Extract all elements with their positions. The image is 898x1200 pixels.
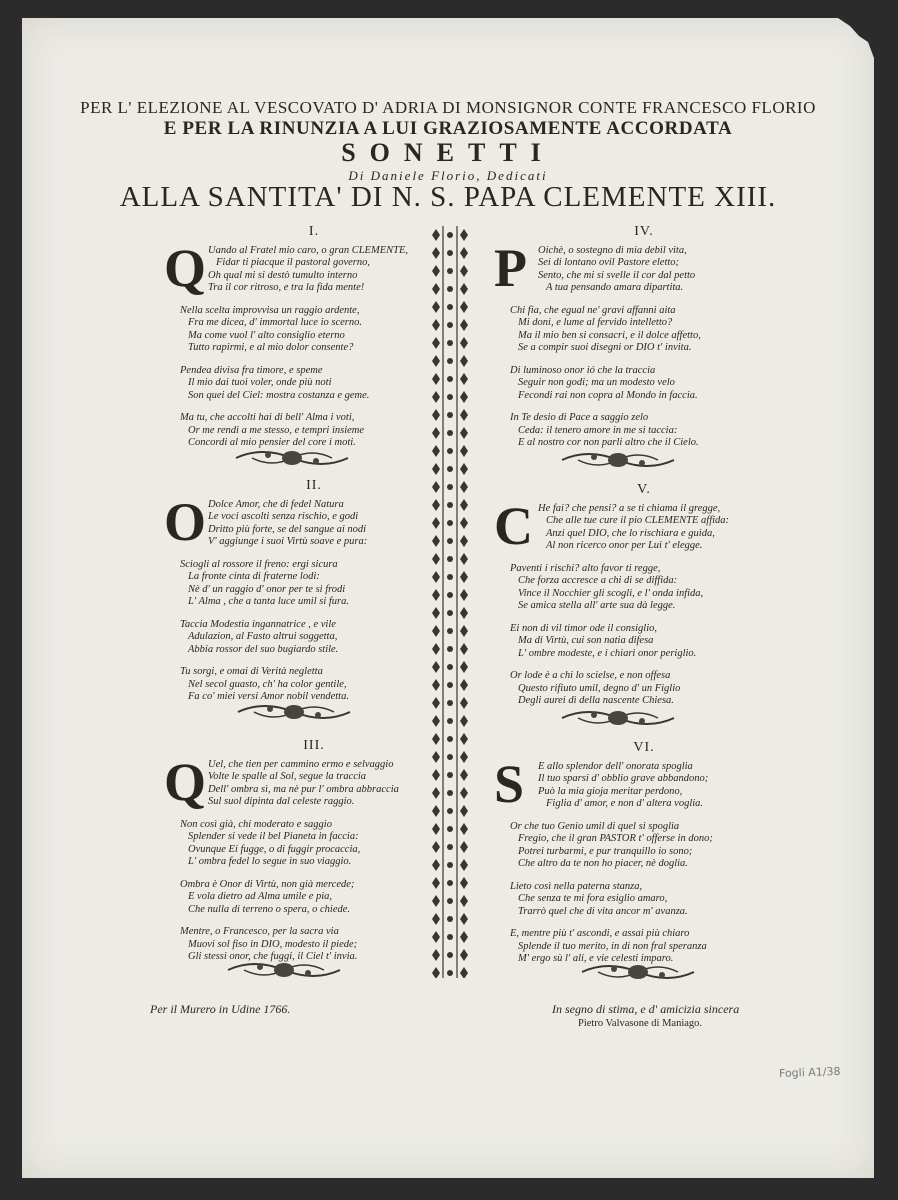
verse-line: Che nulla di terreno o spera, o chiede.	[188, 903, 351, 915]
verse-line: Gli stessi onor, che fuggi, il Ciel t' invia.	[188, 951, 358, 962]
broadside-sheet	[22, 18, 874, 1178]
verse-line: Sento, che mi si svelle il cor dal petto	[538, 269, 696, 281]
verse-line: L' Alma , che a tanta luce umil si fura.	[188, 596, 350, 607]
verse-line: Che alle tue cure il pio CLEMENTE affida:	[546, 515, 730, 526]
verse-line: Seguir non godi; ma un modesto velo	[518, 377, 675, 388]
verse-line: Or lode è a chi lo scielse, e non offesa	[510, 670, 671, 681]
vignette-ornament	[558, 446, 678, 474]
header-dedicatee: ALLA SANTITA' DI N. S. PAPA CLEMENTE XIII.	[119, 181, 777, 213]
stanza	[164, 559, 464, 609]
vignette-ornament	[232, 444, 352, 472]
drop-cap: P	[494, 237, 527, 298]
verse-line: Sei di lontano ovil Pastore eletto;	[538, 257, 680, 268]
verse-line: Nè d' un raggio d' onor per te si frodi	[188, 583, 346, 595]
stanza	[164, 305, 464, 355]
verse-line: Paventi i rischi? alto favor ti regge,	[510, 562, 661, 574]
verse-line: Or me rendi a me stesso, e tempri insieme	[188, 424, 365, 436]
sonnet-2	[164, 480, 464, 704]
sonnet-numeral: III.	[303, 738, 325, 753]
verse-line: Vince il Nocchier gli scogli, e l' onda infida,	[518, 587, 704, 599]
verse-line: Tutto rapirmi, e al mio dolor consente?	[188, 342, 354, 353]
verse-line: A tua pensando amara dipartita.	[546, 282, 684, 293]
verse-line: Che forza accresce a chi di se diffida:	[518, 575, 678, 586]
verse-line: Fecondi rai non copra al Mondo in faccia.	[518, 389, 698, 401]
verse-line: Sul suol dipinta dal celeste raggio.	[208, 796, 355, 807]
vignette-ornament	[224, 956, 344, 984]
drop-cap: C	[494, 495, 533, 556]
verse-line: Splender si vede il bel Pianeta in faccia:	[188, 831, 359, 842]
sonnet-3	[164, 740, 464, 964]
verse-line: Adulazion, al Fasto altrui soggetta,	[188, 631, 338, 642]
sonnet-numeral: V.	[637, 482, 651, 497]
verse-line: Ceda: il tenero amore in me si taccia:	[518, 424, 678, 436]
verse-line: Sciogli al rossore il freno: ergi sicura	[180, 558, 338, 570]
sonnet-numeral: VI.	[633, 740, 655, 755]
stanza	[494, 412, 794, 450]
verse-line: Muovi sol fiso in DIO, modesto il piede;	[188, 938, 358, 950]
signature-name: Pietro Valvasone di Maniago.	[578, 1018, 703, 1029]
verse-line: L' ombre modeste, e i chiari onor periglio.	[518, 647, 697, 659]
verse-line: Abbia rossor del suo bugiardo stile.	[188, 643, 339, 655]
vignette-ornament	[578, 958, 698, 986]
verse-line: Fa co' miei versi Amor nobil vendetta.	[188, 691, 349, 702]
verse-line: In Te desio di Pace a saggio zelo	[510, 412, 649, 423]
verse-line: Oh qual mi si destò tumulto interno	[208, 269, 358, 281]
verse-line: V' aggiunge i suoi Virtù soave e pura:	[208, 536, 368, 547]
verse-line: Uel, che tien per cammino ermo e selvaggio	[208, 758, 394, 770]
verse-line: Dolce Amor, che di fedel Natura	[208, 498, 344, 510]
drop-cap: S	[494, 753, 525, 814]
drop-cap: Q	[164, 237, 207, 298]
verse-line: E al nostro cor non parli altro che il Cielo.	[518, 437, 699, 448]
verse-line: Dell' ombra sì, ma nè pur l' ombra abbraccia	[208, 783, 399, 795]
verse-line: Ombra è Onor di Virtù, non già mercede;	[180, 878, 355, 890]
verse-line: He fai? che pensi? a se ti chiama il gregge,	[538, 502, 721, 514]
verse-line: Ei non di vil timor ode il consiglio,	[510, 622, 657, 634]
verse-line: Nella scelta improvvisa un raggio ardente,	[180, 304, 360, 316]
vignette-ornament	[558, 704, 678, 732]
verse-line: Non così già, chi moderato e saggio	[180, 818, 332, 830]
stanza	[164, 819, 464, 869]
stanza	[494, 881, 794, 919]
verse-line: Uando al Fratel mio caro, o gran CLEMENTE,	[208, 244, 408, 256]
stanza	[164, 365, 464, 403]
verse-line: Che senza te mi fora esiglio amaro,	[518, 893, 668, 904]
printer-imprint: Per il Murero in Udine 1766.	[150, 1002, 291, 1016]
verse-line: Al non ricerco onor per Lui t' elegge.	[546, 540, 703, 551]
verse-line: Il tuo sparsi d' obblio grave abbandono;	[538, 773, 709, 784]
verse-line: Tu sorgi, e omai di Verità negletta	[180, 666, 323, 677]
stanza	[494, 365, 794, 403]
verse-line: Ma tu, che accolti hai di bell' Alma i voti,	[180, 412, 355, 423]
stanza	[494, 305, 794, 355]
verse-line: Volte le spalle al Sol, segue la traccia	[208, 771, 367, 782]
verse-line: E allo splendor dell' onorata spoglia	[538, 760, 693, 772]
verse-line: Dritto più forte, se del sangue ai nodi	[208, 523, 367, 535]
verse-line: Nel secol guasto, ch' ha color gentile,	[188, 678, 347, 690]
verse-line: Concordi al mio pensier del core i moti.	[188, 437, 356, 448]
verse-line: Splende il tuo merito, in di non fral speranza	[518, 940, 707, 952]
verse-line: Pendea divisa fra timore, e speme	[180, 364, 323, 376]
sonnet-numeral: II.	[306, 478, 322, 493]
verse-line: Degli aurei dì della nascente Chiesa.	[518, 695, 674, 706]
verse-line: Fidar ti piacque il pastoral governo,	[216, 257, 370, 268]
stanza	[164, 879, 464, 917]
stanza	[494, 623, 794, 661]
verse-line: Il mio dai tuoi voler, onde più noti	[188, 377, 332, 388]
verse-line: Se a compir suoi disegni or DIO t' invita.	[518, 342, 692, 353]
drop-cap: Q	[164, 751, 207, 812]
verse-line: Chi fia, che egual ne' gravi affanni aita	[510, 304, 676, 316]
verse-line: Può la mia gioja meritar perdono,	[538, 785, 683, 797]
stanza	[494, 821, 794, 871]
verse-line: Anzi quel DIO, che lo rischiara e guida,	[546, 527, 715, 539]
header-line-1: PER L' ELEZIONE AL VESCOVATO D' ADRIA DI MONSIGNOR CONTE FRANCESCO FLORIO	[80, 98, 816, 117]
stanza	[494, 563, 794, 613]
verse-line: Figlia d' amor, e non d' altera voglia.	[546, 798, 704, 809]
verse-line: Mentre, o Francesco, per la sacra via	[180, 926, 339, 937]
stanza	[494, 670, 794, 708]
drop-cap: O	[164, 491, 207, 552]
verse-line: Le voci ascolti senza rischio, e godi	[208, 511, 359, 522]
header-line-2: E PER LA RINUNZIA A LUI GRAZIOSAMENTE ACCORDATA	[163, 118, 733, 139]
verse-line: Questo rifiuto umil, degno d' un Figlio	[518, 682, 681, 694]
verse-line: Ovunque Ei fugge, o di fuggir procaccia,	[188, 843, 361, 855]
sonnet-6	[494, 742, 794, 966]
verse-line: Tra il cor ritroso, e tra la fida mente!	[208, 282, 365, 293]
verse-line: Son quei del Ciel: mostra costanza e geme.	[188, 389, 370, 401]
sonnet-1	[164, 226, 464, 450]
verse-line: E vola dietro ad Alma umile e pia,	[188, 891, 333, 902]
verse-line: La fronte cinta di fraterne lodi:	[188, 571, 320, 582]
header-title-sonetti: SONETTI	[341, 138, 555, 167]
verse-line: L' ombra fedel lo segue in suo viaggio.	[188, 856, 352, 867]
header-author-dedication: Di Daniele Florio, Dedicati	[348, 168, 548, 183]
vignette-ornament	[234, 698, 354, 726]
verse-line: Fregio, che il gran PASTOR t' offerse in dono;	[518, 833, 713, 844]
verse-line: Oichè, o sostegno di mia debil vita,	[538, 244, 687, 256]
verse-line: M' ergo sù l' ali, e vie celesti imparo.	[518, 953, 674, 964]
verse-line: Se amica stella all' arte sua dà legge.	[518, 600, 676, 611]
verse-line: Che altro da te non ho piacer, nè doglia.	[518, 858, 688, 869]
verse-line: E, mentre più t' ascondi, e assai più chiaro	[510, 928, 690, 939]
verse-line: Potrei turbarmi, e pur tranquillo io sono;	[518, 845, 693, 857]
sonnet-numeral: IV.	[634, 224, 654, 239]
verse-line: Ma il mio ben si consacri, e il dolce affetto,	[518, 329, 701, 341]
verse-line: Taccia Modestia ingannatrice , e vile	[180, 618, 336, 630]
sonnet-numeral: I.	[308, 224, 320, 239]
stanza	[164, 619, 464, 657]
shelfmark: Fogli A1/38	[778, 1064, 841, 1081]
sonnet-4	[494, 226, 794, 450]
verse-line: Trarrò quel che di vita ancor m' avanza.	[518, 905, 688, 917]
verse-line: Ma come vuol l' alto consiglio eterno	[188, 329, 345, 341]
verse-line: Or che tuo Genio umil di quel si spoglia	[510, 820, 680, 832]
verse-line: Di luminoso onor ió che la traccia	[510, 364, 656, 376]
verse-line: Fra me dicea, d' immortal luce io scerno.	[188, 317, 363, 328]
verse-line: Lieto così nella paterna stanza,	[510, 880, 643, 892]
sonnet-5	[494, 484, 794, 708]
verse-line: Ma di Virtù, cui son natia difesa	[518, 635, 654, 646]
verse-line: Mi doni, e lume al fervido intelletto?	[518, 317, 673, 328]
dedication-line: In segno di stima, e d' amicizia sincera	[552, 1002, 740, 1016]
